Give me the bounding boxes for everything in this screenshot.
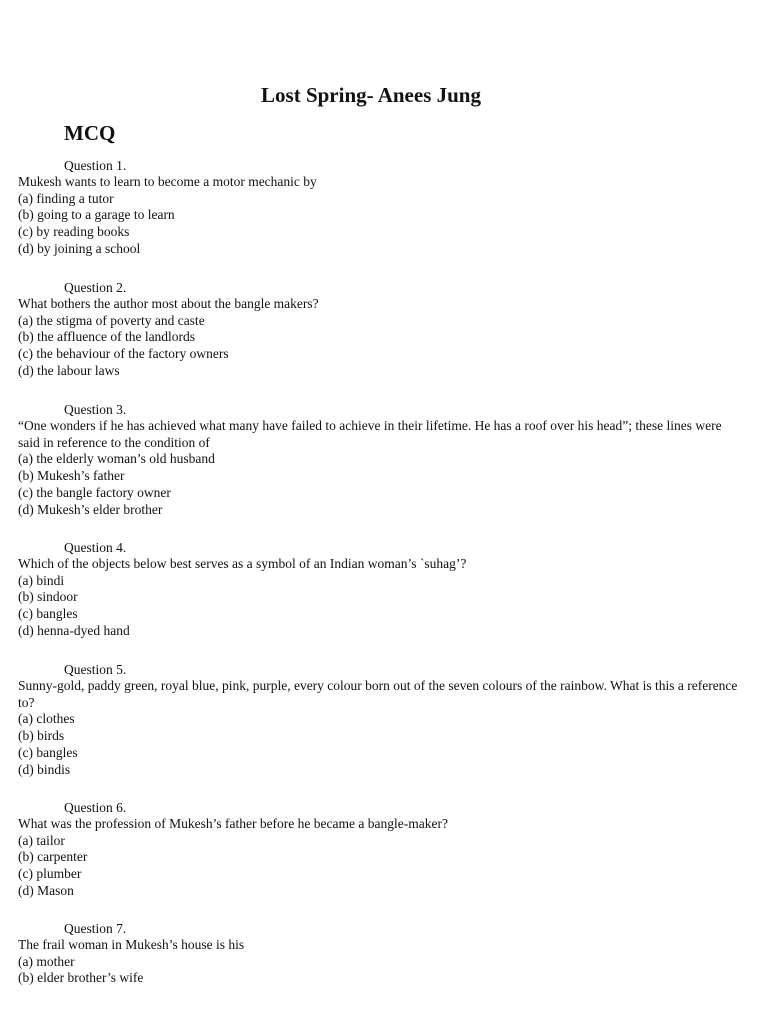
answer-option: (a) mother bbox=[18, 953, 75, 969]
question-text: “One wonders if he has achieved what many have failed to achieve in their lifetime. He has a roof over his head”; these lines were said in reference to the condition of bbox=[18, 418, 722, 450]
document-title: Lost Spring- Anees Jung bbox=[261, 83, 481, 107]
question-block bbox=[18, 539, 738, 640]
question-number: Question 7. bbox=[64, 921, 127, 936]
answer-option: (b) going to a garage to learn bbox=[18, 207, 175, 223]
question-text: What was the profession of Mukesh’s father before he became a bangle-maker? bbox=[18, 816, 448, 831]
answer-option: (b) elder brother’s wife bbox=[18, 970, 144, 986]
answer-option: (b) sindoor bbox=[18, 589, 78, 605]
section-heading: MCQ bbox=[64, 121, 116, 145]
question-text: Mukesh wants to learn to become a motor mechanic by bbox=[18, 174, 317, 189]
answer-option: (c) the behaviour of the factory owners bbox=[18, 346, 229, 362]
question-text: Which of the objects below best serves as a symbol of an Indian woman’s `suhag’? bbox=[18, 556, 467, 571]
answer-option: (d) bindis bbox=[18, 761, 71, 777]
answer-option: (d) by joining a school bbox=[18, 240, 141, 256]
answer-option: (c) the bangle factory owner bbox=[18, 484, 171, 500]
question-block bbox=[18, 401, 738, 518]
answer-option: (c) bangles bbox=[18, 606, 78, 622]
answer-option: (c) plumber bbox=[18, 866, 82, 882]
answer-option: (d) Mason bbox=[18, 882, 74, 898]
answer-option: (d) henna-dyed hand bbox=[18, 622, 130, 638]
question-text: The frail woman in Mukesh’s house is his bbox=[18, 937, 245, 952]
answer-option: (d) Mukesh’s elder brother bbox=[18, 501, 163, 517]
question-block bbox=[18, 661, 738, 778]
question-block bbox=[18, 279, 738, 380]
answer-option: (b) birds bbox=[18, 728, 65, 744]
question-block bbox=[18, 799, 738, 900]
question-number: Question 3. bbox=[64, 402, 127, 417]
question-number: Question 5. bbox=[64, 662, 127, 677]
answer-option: (a) finding a tutor bbox=[18, 190, 114, 206]
answer-option: (a) bindi bbox=[18, 572, 65, 588]
answer-option: (d) the labour laws bbox=[18, 362, 120, 378]
answer-option: (a) the stigma of poverty and caste bbox=[18, 312, 205, 328]
answer-option: (b) the affluence of the landlords bbox=[18, 329, 196, 345]
question-block bbox=[18, 157, 738, 258]
question-number: Question 4. bbox=[64, 540, 127, 555]
question-number: Question 6. bbox=[64, 800, 127, 815]
answer-option: (a) clothes bbox=[18, 711, 75, 727]
answer-option: (b) carpenter bbox=[18, 849, 88, 865]
answer-option: (b) Mukesh’s father bbox=[18, 468, 125, 484]
question-block bbox=[18, 920, 738, 987]
question-number: Question 2. bbox=[64, 280, 127, 295]
question-text: What bothers the author most about the bangle makers? bbox=[18, 296, 319, 311]
answer-option: (a) the elderly woman’s old husband bbox=[18, 451, 215, 467]
question-text: Sunny-gold, paddy green, royal blue, pink, purple, every colour born out of the seven colours of the rainbow. What is this a reference to? bbox=[18, 678, 738, 710]
question-number: Question 1. bbox=[64, 158, 127, 173]
answer-option: (c) by reading books bbox=[18, 224, 130, 240]
answer-option: (a) tailor bbox=[18, 832, 65, 848]
answer-option: (c) bangles bbox=[18, 744, 78, 760]
